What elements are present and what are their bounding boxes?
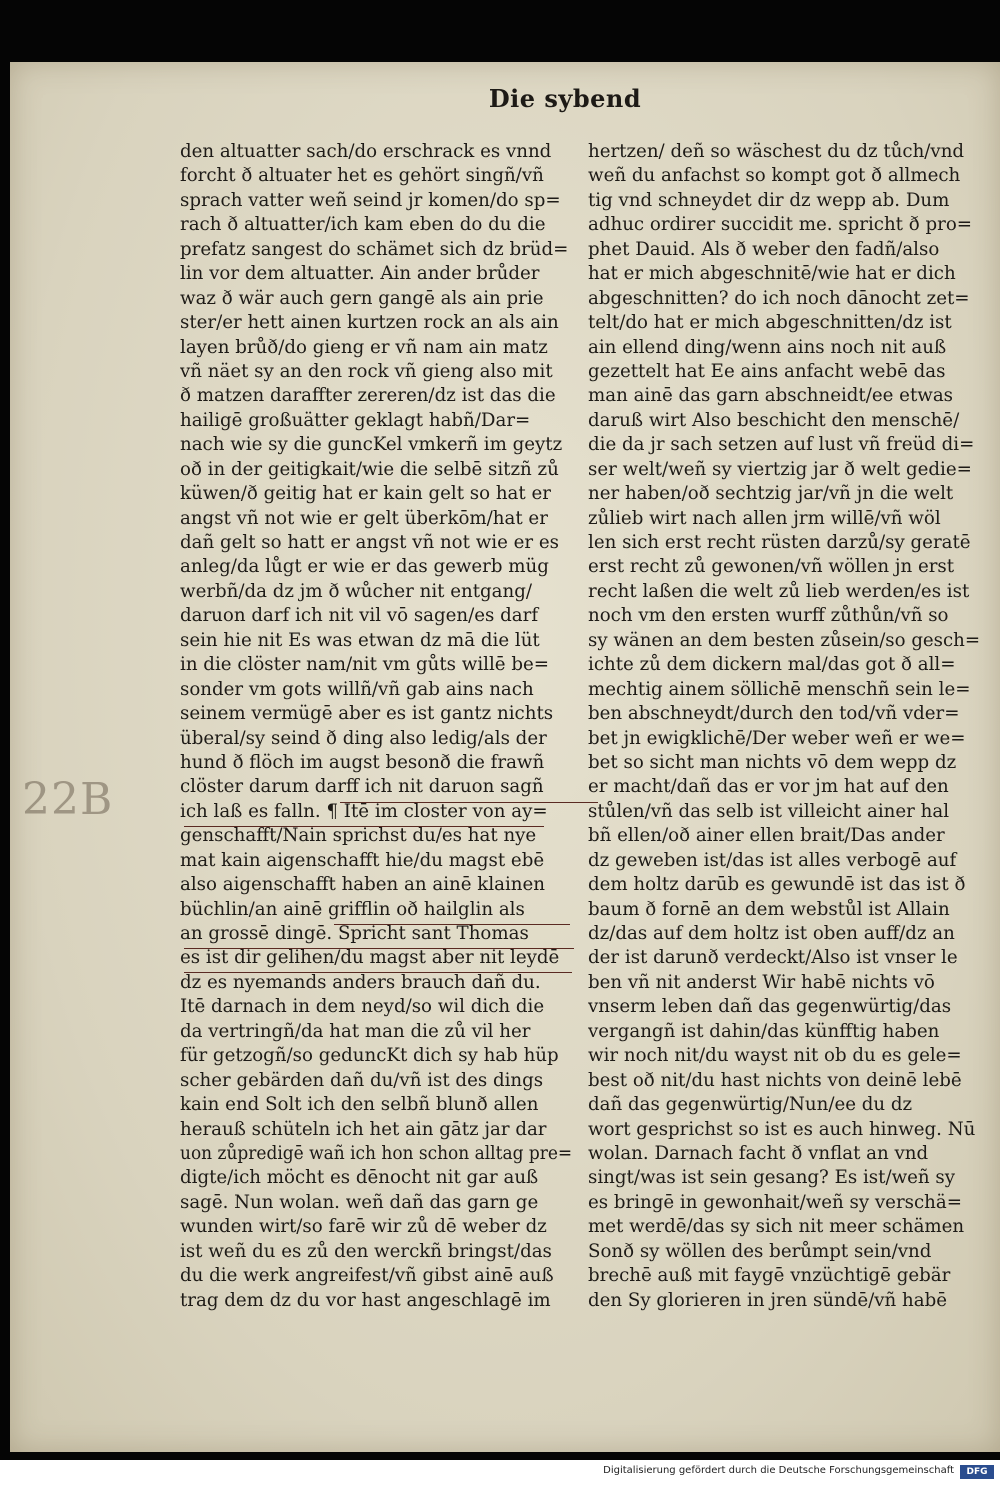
text-line: sein hie nit Es was etwan dz mā die lüt	[180, 629, 540, 651]
text-line: vñ näet sy an den rock vñ gieng also mit	[180, 360, 553, 382]
text-line: wunden wirt/so farē wir zů dē weber dz	[180, 1216, 547, 1238]
text-line: ben abschneydt/durch den tod/vñ vder=	[588, 703, 960, 725]
right-text-column	[588, 140, 988, 1313]
text-line: rach ð altuatter/ich kam eben do du die	[180, 214, 546, 236]
text-line: überal/sy seind ð ding also ledig/als der	[180, 727, 547, 749]
text-line: forcht ð altuater het es gehört singñ/vñ	[180, 165, 544, 187]
text-line: dz es nyemands anders brauch dañ du.	[180, 971, 541, 993]
text-line: zůlieb wirt nach allen jrm willē/vñ wöl	[588, 507, 941, 529]
text-line: digte/ich möcht es dēnocht nit gar auß	[180, 1167, 539, 1189]
text-line: singt/was ist sein gesang? Es ist/weñ sy	[588, 1167, 956, 1189]
text-line: wort gesprichst so ist es auch hinweg. Nū	[588, 1118, 976, 1140]
text-line: seinem vermügē aber es ist gantz nichts	[180, 703, 554, 725]
text-line: du die werk angreifest/vñ gibst ainē auß	[180, 1265, 554, 1287]
text-line: tig vnd schneydet dir dz wepp ab. Dum	[588, 189, 950, 211]
text-line: büchlin/an ainē grifflin oð hailglin als	[180, 898, 525, 920]
text-line: ichte zů dem dickern mal/das got ð all=	[588, 654, 956, 676]
text-line: adhuc ordirer succidit me. spricht ð pro=	[588, 214, 973, 236]
text-line: ain ellend ding/wenn ains noch nit auß	[588, 336, 947, 358]
text-line: man ainē das garn abschneidt/ee etwas	[588, 385, 953, 407]
text-line: uon zůpredigē wañ ich hon schon alltag pre=	[180, 1142, 573, 1164]
page-header: Die sybend	[488, 84, 642, 113]
text-line: er macht/dañ das er vor jm hat auf den	[588, 776, 949, 798]
text-line: dañ gelt so hatt er angst vñ not wie er es	[180, 532, 559, 553]
ink-underline	[184, 972, 572, 973]
ink-underline	[334, 924, 570, 925]
footer-credit: Digitalisierung gefördert durch die Deutsche Forschungsgemeinschaft	[603, 1465, 954, 1476]
text-line: oð in der geitigkait/wie die selbē sitzñ zů	[180, 458, 559, 480]
text-line: stůlen/vñ das selb ist villeicht ainer hal	[588, 800, 950, 822]
text-line: dem holtz darūb es gewundē ist das ist ð	[588, 874, 966, 896]
text-line: in die clöster nam/nit vm gůts willē be=	[180, 654, 549, 676]
book-page	[10, 62, 1000, 1452]
text-line: prefatz sangest do schämet sich dz brüd=	[180, 238, 569, 260]
text-line: sprach vatter weñ seind jr komen/do sp=	[180, 189, 561, 211]
text-line: phet Dauid. Als ð weber den fadñ/also	[588, 238, 940, 260]
text-line: küwen/ð geitig hat er kain gelt so hat er	[180, 483, 551, 505]
text-line: bñ ellen/oð ainer ellen brait/Das ander	[588, 825, 945, 847]
text-line: sonder vm gots willñ/vñ gab ains nach	[180, 678, 534, 700]
text-line: werbñ/da dz jm ð wůcher nit entgang/	[180, 580, 532, 602]
text-line: sy wänen an dem besten zůsein/so gesch=	[588, 629, 981, 651]
dfg-logo: DFG	[960, 1465, 994, 1479]
text-line: den altuatter sach/do erschrack es vnnd	[180, 141, 552, 162]
text-line: der ist darunð verdeckt/Also ist vnser le	[588, 947, 958, 969]
text-line: kain end Solt ich den selbñ blunð allen	[180, 1094, 539, 1116]
text-line: da vertringñ/da hat man die zů vil her	[180, 1020, 531, 1042]
text-line: hertzen/ deñ so wäschest du dz tůch/vnd	[588, 141, 965, 162]
text-line: layen brůð/do gieng er vñ nam ain matz	[180, 336, 548, 358]
text-line: Itē darnach in dem neyd/so wil dich die	[180, 996, 545, 1018]
ink-underline	[184, 948, 574, 949]
text-line: hund ð flöch im augst besonð die frawñ	[180, 751, 545, 773]
text-line: dañ das gegenwürtig/Nun/ee du dz	[588, 1094, 913, 1116]
text-line: scher gebärden dañ du/vñ ist des dings	[180, 1069, 544, 1091]
footer-bar	[0, 1460, 1000, 1486]
text-line: mat kain aigenschafft hie/du magst ebē	[180, 849, 545, 871]
text-line: best oð nit/du hast nichts von deinē lebē	[588, 1069, 962, 1091]
text-line: angst vñ not wie er gelt überkōm/hat er	[180, 507, 548, 529]
text-line: hat er mich abgeschnitē/wie hat er dich	[588, 263, 956, 285]
text-line: baum ð fornē an dem webstůl ist Allain	[588, 898, 950, 920]
text-line: ner haben/oð sechtzig jar/vñ jn die welt	[588, 483, 954, 505]
text-line: met werdē/das sy sich nit meer schämen	[588, 1216, 965, 1238]
text-line: bet jn ewigklichē/Der weber weñ er we=	[588, 727, 966, 749]
text-line: wir noch nit/du wayst nit ob du es gele=	[588, 1045, 962, 1067]
text-line: genschafft/Nain sprichst du/es hat nye	[180, 825, 537, 847]
text-line: also aigenschafft haben an ainē klainen	[180, 874, 545, 896]
text-line: anleg/da lůgt er wie er das gewerb müg	[180, 556, 549, 578]
text-line: den Sy glorieren in jren sündē/vñ habē	[588, 1289, 947, 1311]
text-line: dz geweben ist/das ist alles verbogē auf	[588, 849, 957, 871]
text-line: hailigē großuätter geklagt habñ/Dar=	[180, 409, 531, 431]
text-line: brechē auß mit faygē vnzüchtigē gebär	[588, 1265, 951, 1287]
ink-underline	[340, 802, 598, 803]
left-text-column	[180, 140, 580, 1313]
text-line: ð matzen daraffter zereren/dz ist das die	[180, 385, 556, 407]
text-line: bet so sicht man nichts vō dem wepp dz	[588, 751, 957, 773]
text-line: abgeschnitten? do ich noch dānocht zet=	[588, 287, 970, 309]
text-line: Sonð sy wöllen des berůmpt sein/vnd	[588, 1240, 932, 1262]
text-line: ich laß es falln. ¶ Itē im closter von ay=	[180, 800, 548, 822]
text-line: sagē. Nun wolan. weñ dañ das garn ge	[180, 1191, 539, 1213]
text-line: die da jr sach setzen auf lust vñ freüd di=	[588, 434, 975, 456]
text-line: lin vor dem altuatter. Ain ander brůder	[180, 263, 540, 285]
text-line: trag dem dz du vor hast angeschlagē im	[180, 1289, 551, 1311]
text-line: daruß wirt Also beschicht den menschē/	[588, 409, 960, 431]
text-line: dz/das auf dem holtz ist oben auff/dz an	[588, 923, 955, 944]
text-line: len sich erst recht rüsten darzů/sy geratē	[588, 532, 971, 553]
text-line: es ist dir gelihen/du magst aber nit leydē	[180, 947, 560, 969]
text-line: waz ð wär auch gern gangē als ain prie	[180, 287, 544, 309]
text-line: für getzogñ/so geduncKt dich sy hab hüp	[180, 1045, 559, 1067]
text-line: gezettelt hat Ee ains anfacht webē das	[588, 360, 946, 382]
text-line: clöster darum darff ich nit daruon sagñ	[180, 776, 544, 798]
text-line: weñ du anfachst so kompt got ð allmech	[588, 165, 961, 187]
text-line: recht laßen die welt zů lieb werden/es ist	[588, 580, 970, 602]
text-line: wolan. Darnach facht ð vnflat an vnd	[588, 1142, 929, 1164]
text-line: ben vñ nit anderst Wir habē nichts vō	[588, 971, 935, 993]
text-line: an grossē dingē. Spricht sant Thomas	[180, 923, 529, 944]
text-line: mechtig ainem söllichē menschñ sein le=	[588, 678, 971, 700]
text-line: ser welt/weñ sy viertzig jar ð welt gedie=	[588, 458, 972, 480]
ink-underline	[184, 826, 544, 827]
text-line: vnserm leben dañ das gegenwürtig/das	[588, 996, 952, 1018]
text-line: erst recht zů gewonen/vñ wöllen jn erst	[588, 556, 955, 578]
text-line: es bringē in gewonhait/weñ sy verschä=	[588, 1191, 962, 1213]
text-line: telt/do hat er mich abgeschnitten/dz ist	[588, 312, 952, 334]
text-line: nach wie sy die guncKel vmkerñ im geytz	[180, 434, 563, 456]
text-line: vergangñ ist dahin/das künfftig haben	[588, 1020, 940, 1042]
text-line: ist weñ du es zů den werckñ bringst/das	[180, 1240, 552, 1262]
text-line: daruon darf ich nit vil vō sagen/es darf	[180, 605, 539, 627]
text-line: herauß schüteln ich het ain gātz jar dar	[180, 1118, 547, 1140]
text-line: ster/er hett ainen kurtzen rock an als ain	[180, 312, 559, 334]
text-line: noch vm den ersten wurff zůthůn/vñ so	[588, 605, 949, 627]
margin-handwritten-note: 22B	[22, 774, 114, 825]
